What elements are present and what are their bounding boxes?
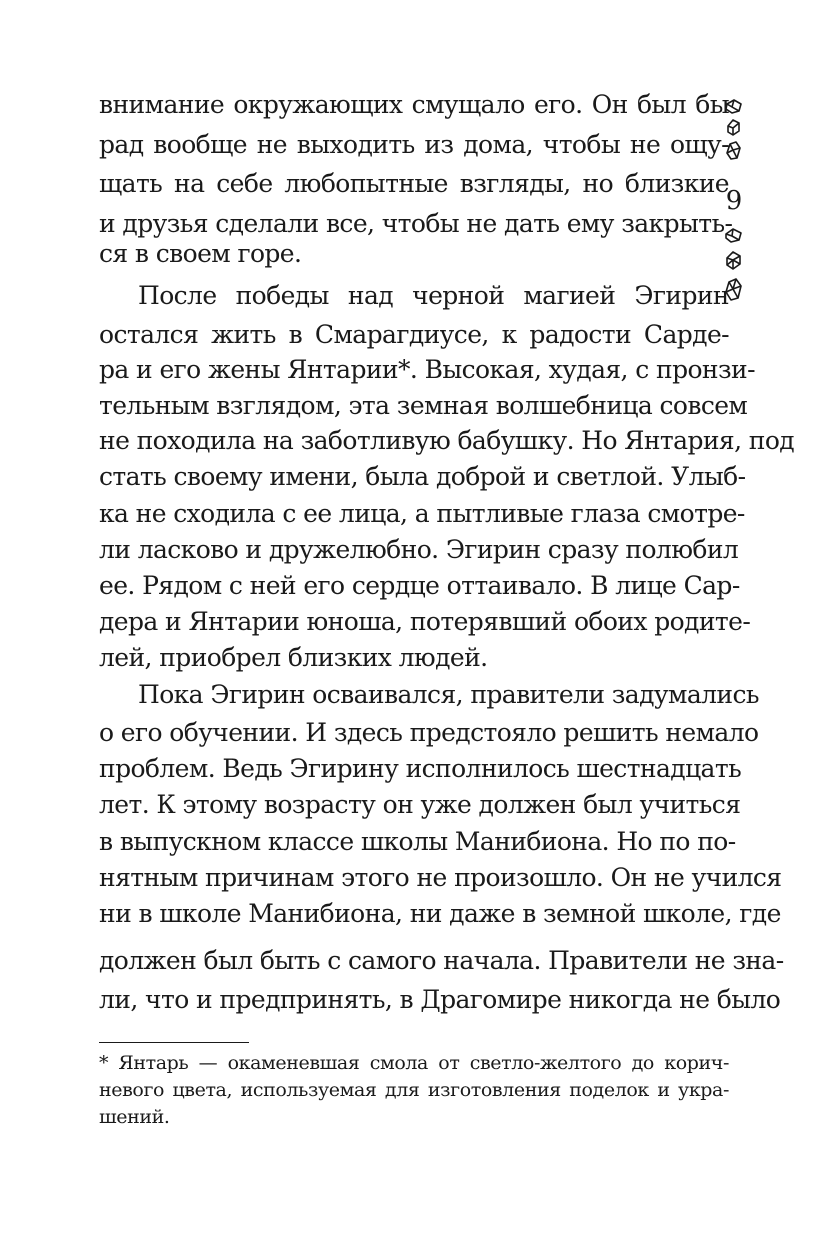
text-line: в выпускном классе школы Манибиона. Но по по- [99, 827, 736, 856]
text-line: ся в своем горе. [99, 239, 302, 268]
text-line: и друзья сделали все, чтобы не дать ему закрыть- [99, 209, 733, 238]
text-line: ра и его жены Янтарии*. Высокая, худая, с пронзи- [99, 355, 755, 384]
footnote-line: * Янтарь — окаменевшая смола от светло-желтого до корич- [99, 1052, 729, 1074]
text-line: нятным причинам этого не произошло. Он не учился [99, 863, 782, 892]
text-line: ли ласково и дружелюбно. Эгирин сразу полюбил [99, 535, 739, 564]
text-line: лет. К этому возрасту он уже должен был учиться [99, 790, 741, 819]
footnote-line: шений. [99, 1106, 170, 1128]
text-line: должен был быть с самого начала. Правители не зна- [99, 946, 784, 975]
paragraph-first-line: После победы над черной магией Эгирин [138, 281, 729, 310]
footnote-line: невого цвета, используемая для изготовления поделок и укра- [99, 1079, 729, 1101]
text-line: лей, приобрел близких людей. [99, 643, 488, 672]
paragraph-first-line: Пока Эгирин осваивался, правители задумались [138, 680, 759, 709]
text-line: щать на себе любопытные взгляды, но близкие [99, 169, 729, 198]
text-line: рад вообще не выходить из дома, чтобы не ощу- [99, 130, 729, 159]
text-line: ни в школе Манибиона, ни даже в земной школе, где [99, 899, 781, 928]
text-line: ка не сходила с ее лица, а пытливые глаза смотре- [99, 499, 745, 528]
text-line: ее. Рядом с ней его сердце оттаивало. В лице Сар- [99, 571, 740, 600]
text-line: стать своему имени, была доброй и светлой. Улыб- [99, 462, 746, 491]
text-line: остался жить в Смарагдиусе, к радости Сарде- [99, 320, 729, 349]
text-line: проблем. Ведь Эгирину исполнилось шестнадцать [99, 754, 742, 783]
footnote-divider [99, 1042, 249, 1043]
text-line: ли, что и предпринять, в Драгомире никогда не было [99, 985, 781, 1014]
text-line: дера и Янтарии юноша, потерявший обоих родите- [99, 607, 751, 636]
page-number: 9 [725, 186, 743, 216]
text-line: тельным взглядом, эта земная волшебница совсем [99, 391, 748, 420]
text-line: внимание окружающих смущало его. Он был бы [99, 90, 729, 119]
text-line: не походила на заботливую бабушку. Но Янтария, под [99, 426, 795, 455]
text-line: о его обучении. И здесь предстояло решить немало [99, 718, 759, 747]
